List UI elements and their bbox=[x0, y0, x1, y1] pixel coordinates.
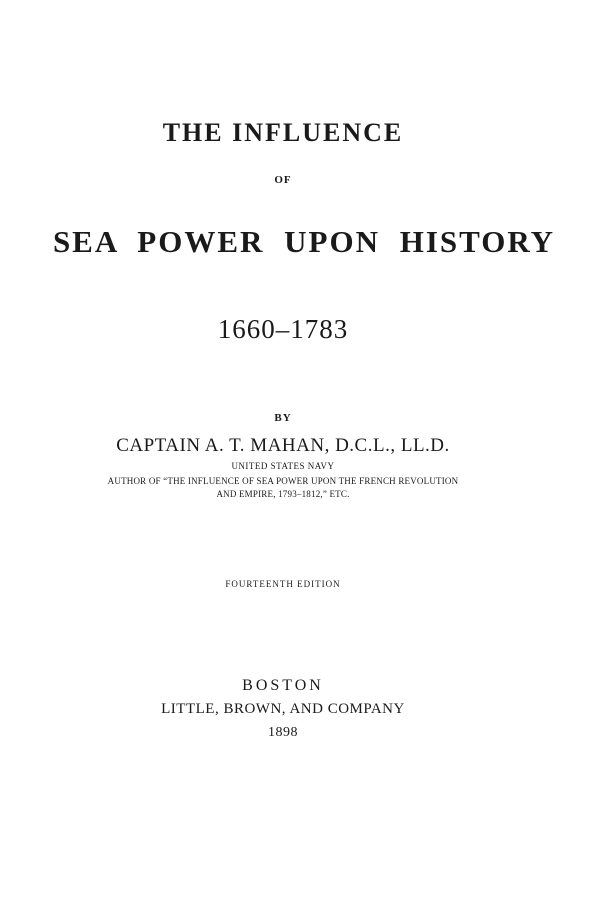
publisher-name: LITTLE, BROWN, AND COMPANY bbox=[161, 701, 405, 717]
prior-works-line-2: AND EMPIRE, 1793–1812,” ETC. bbox=[216, 489, 350, 499]
publication-city: BOSTON bbox=[242, 677, 324, 694]
title-years: 1660–1783 bbox=[217, 314, 349, 344]
title-of: OF bbox=[274, 174, 292, 186]
publication-year: 1898 bbox=[268, 725, 298, 740]
author-name: CAPTAIN A. T. MAHAN, D.C.L., LL.D. bbox=[116, 435, 450, 456]
title-line-2: SEA POWER UPON HISTORY bbox=[52, 224, 556, 259]
author-affiliation: UNITED STATES NAVY bbox=[231, 461, 335, 471]
title-line-1: THE INFLUENCE bbox=[162, 118, 404, 147]
by-label: BY bbox=[274, 412, 292, 424]
prior-works-line-1: AUTHOR OF “THE INFLUENCE OF SEA POWER UPON THE FRENCH REVOLUTION bbox=[107, 476, 459, 486]
edition-label: FOURTEENTH EDITION bbox=[225, 579, 341, 589]
